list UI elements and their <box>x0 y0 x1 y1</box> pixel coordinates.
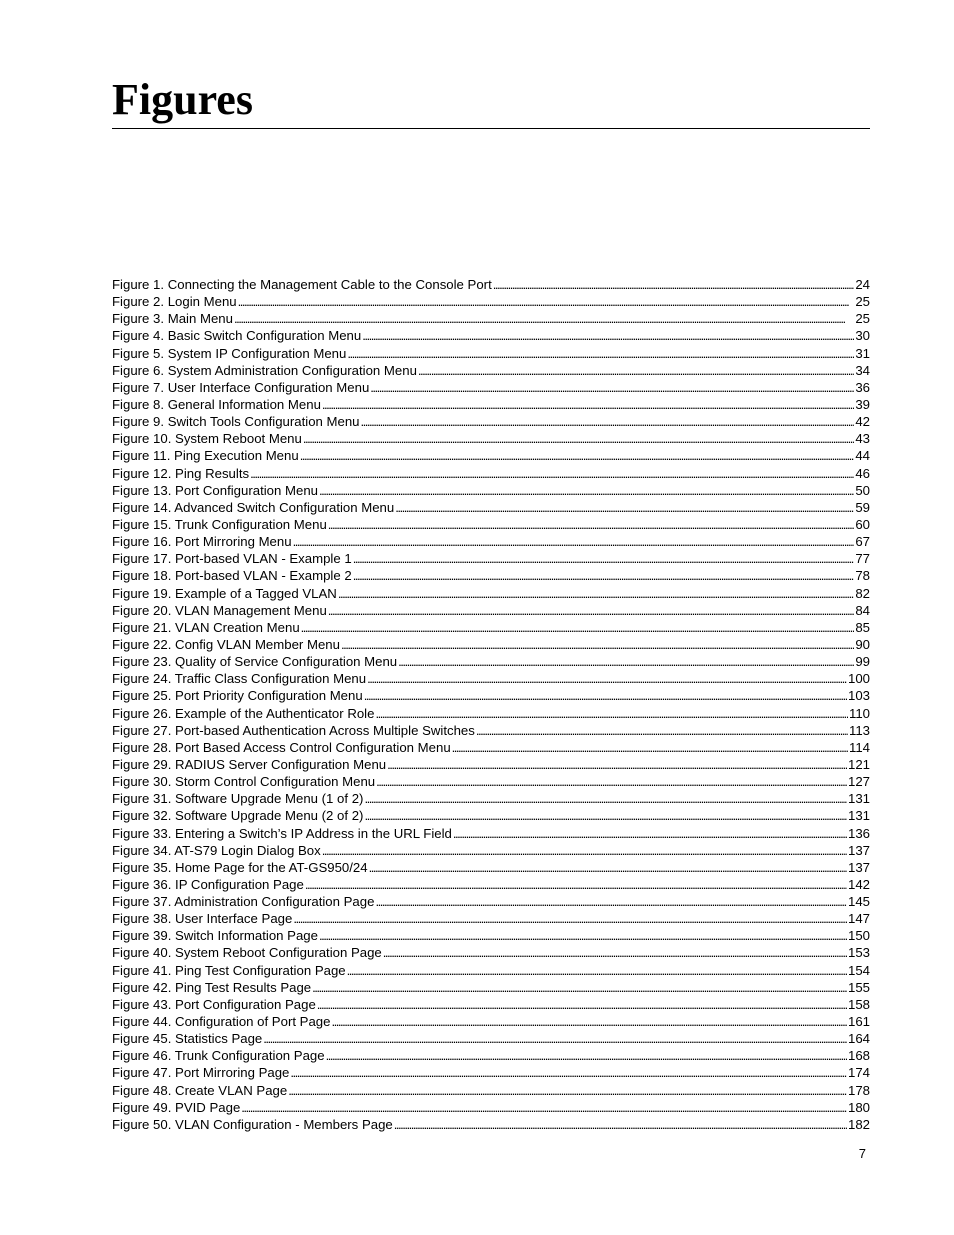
figure-entry-page: 168 <box>847 1048 870 1064</box>
dot-leader <box>418 362 854 379</box>
dot-leader <box>353 567 855 584</box>
figure-entry-page: 164 <box>847 1031 870 1047</box>
dot-leader <box>341 636 854 653</box>
figure-entry[interactable] <box>112 944 870 961</box>
figure-entry-label: Figure 41. Ping Test Configuration Page <box>112 962 346 978</box>
dot-leader <box>398 653 854 670</box>
dot-leader <box>369 859 847 876</box>
dot-leader <box>328 602 855 619</box>
figure-entry-page: 42 <box>855 414 870 430</box>
figure-entry-label: Figure 28. Port Based Access Control Configuration Menu <box>112 739 451 755</box>
figure-entry[interactable] <box>112 550 870 567</box>
figure-entry[interactable] <box>112 979 870 996</box>
figure-entry[interactable] <box>112 739 870 756</box>
figure-entry[interactable] <box>112 842 870 859</box>
figure-entry[interactable] <box>112 705 870 722</box>
figure-entry-page: 103 <box>847 688 870 704</box>
figure-entry-label: Figure 40. System Reboot Configuration Page <box>112 945 382 961</box>
dot-leader <box>383 944 847 961</box>
figure-entry[interactable] <box>112 585 870 602</box>
dot-leader <box>326 1047 847 1064</box>
figure-entry-label: Figure 31. Software Upgrade Menu (1 of 2) <box>112 791 364 807</box>
figure-entry[interactable] <box>112 345 870 362</box>
figure-entry-label: Figure 1. Connecting the Management Cable to the Console Port <box>112 277 492 292</box>
figure-entry[interactable] <box>112 1013 870 1030</box>
figure-entry[interactable] <box>112 516 870 533</box>
dot-leader <box>375 893 847 910</box>
figure-entry-page: 44 <box>855 448 870 464</box>
figure-entry-page: 131 <box>847 808 870 824</box>
dot-leader <box>364 687 847 704</box>
dot-leader <box>317 996 847 1013</box>
figure-entry[interactable] <box>112 790 870 807</box>
figure-entry-label: Figure 20. VLAN Management Menu <box>112 602 327 618</box>
figure-entry-label: Figure 18. Port-based VLAN - Example 2 <box>112 568 352 584</box>
figure-entry-label: Figure 9. Switch Tools Configuration Menu <box>112 414 360 430</box>
figure-entry-page: 137 <box>847 842 870 858</box>
figure-entry-page: 82 <box>855 585 870 601</box>
figure-entry-page: 60 <box>855 516 870 532</box>
figure-entry[interactable] <box>112 567 870 584</box>
dot-leader <box>367 670 847 687</box>
figure-entry[interactable] <box>112 893 870 910</box>
figure-entry[interactable] <box>112 670 870 687</box>
dot-leader <box>338 585 855 602</box>
dot-leader <box>303 430 854 447</box>
figure-entry[interactable] <box>112 636 870 653</box>
figure-entry-label: Figure 33. Entering a Switch’s IP Address in the URL Field <box>112 825 452 841</box>
dot-leader <box>347 962 847 979</box>
figure-entry-label: Figure 13. Port Configuration Menu <box>112 482 318 498</box>
figure-entry-page: 158 <box>847 996 870 1012</box>
figure-entry-page: 99 <box>855 654 870 670</box>
figure-entry-page: 46 <box>855 465 870 481</box>
figure-entry-page: 182 <box>847 1116 870 1132</box>
dot-leader <box>493 276 855 293</box>
figure-entry-label: Figure 17. Port-based VLAN - Example 1 <box>112 551 352 567</box>
figure-entry-page: 34 <box>855 362 870 378</box>
figure-entry-label: Figure 30. Storm Control Configuration Menu <box>112 774 376 790</box>
figure-entry-page: 154 <box>847 962 870 978</box>
figure-entry-page: 174 <box>847 1065 870 1081</box>
dot-leader <box>319 482 854 499</box>
dot-leader <box>234 310 854 327</box>
figure-entry[interactable] <box>112 396 870 413</box>
figure-entry[interactable] <box>112 293 870 310</box>
figure-entry-page: 67 <box>855 534 870 550</box>
dot-leader <box>241 1099 847 1116</box>
figure-entry-label: Figure 36. IP Configuration Page <box>112 876 304 892</box>
figure-entry[interactable] <box>112 825 870 842</box>
figure-entry-label: Figure 43. Port Configuration Page <box>112 996 316 1012</box>
figure-entry-label: Figure 22. Config VLAN Member Menu <box>112 636 340 652</box>
figure-entry-label: Figure 12. Ping Results <box>112 465 250 481</box>
figure-entry-label: Figure 11. Ping Execution Menu <box>112 448 299 464</box>
figure-entry-page: 100 <box>847 671 870 687</box>
dot-leader <box>453 825 847 842</box>
figure-entry-label: Figure 49. PVID Page <box>112 1099 241 1115</box>
figure-entry-page: 150 <box>847 928 870 944</box>
dot-leader <box>263 1030 847 1047</box>
dot-leader <box>300 447 855 464</box>
page-number: 7 <box>858 1146 866 1161</box>
figure-entry[interactable] <box>112 430 870 447</box>
figure-entry[interactable] <box>112 859 870 876</box>
figure-entry-page: 24 <box>855 277 870 292</box>
dot-leader <box>361 413 855 430</box>
figure-entry[interactable] <box>112 1116 870 1133</box>
figure-entry-page: 50 <box>855 482 870 498</box>
figure-entry-page: 25 <box>855 311 870 327</box>
figure-entry[interactable] <box>112 807 870 824</box>
figure-entry-page: 153 <box>847 945 870 961</box>
dot-leader <box>322 396 854 413</box>
figure-entry-label: Figure 4. Basic Switch Configuration Menu <box>112 328 362 344</box>
figure-entry[interactable] <box>112 927 870 944</box>
figure-entry[interactable] <box>112 413 870 430</box>
figure-entry[interactable] <box>112 773 870 790</box>
dot-leader <box>293 910 847 927</box>
dot-leader <box>312 979 847 996</box>
dot-leader <box>387 756 847 773</box>
figure-entry-page: 31 <box>855 345 870 361</box>
figure-entry[interactable] <box>112 1099 870 1116</box>
figure-entry-label: Figure 21. VLAN Creation Menu <box>112 619 300 635</box>
figure-entry-page: 137 <box>847 859 870 875</box>
figure-entry-page: 59 <box>855 499 870 515</box>
page-title: Figures <box>112 75 253 124</box>
dot-leader <box>476 722 848 739</box>
figure-entry-label: Figure 3. Main Menu <box>112 311 233 327</box>
figure-entry-label: Figure 2. Login Menu <box>112 294 237 310</box>
figure-entry[interactable] <box>112 602 870 619</box>
figure-entry-label: Figure 6. System Administration Configuration Menu <box>112 362 417 378</box>
dot-leader <box>395 499 854 516</box>
figure-entry[interactable] <box>112 533 870 550</box>
figure-entry-page: 90 <box>855 636 870 652</box>
figure-entry-label: Figure 48. Create VLAN Page <box>112 1082 288 1098</box>
figure-entry-page: 127 <box>847 774 870 790</box>
figure-entry-page: 180 <box>847 1099 870 1115</box>
figure-entry[interactable] <box>112 482 870 499</box>
dot-leader <box>250 465 854 482</box>
figure-entry-label: Figure 47. Port Mirroring Page <box>112 1065 290 1081</box>
figure-entry[interactable] <box>112 447 870 464</box>
figure-entry[interactable] <box>112 1064 870 1081</box>
dot-leader <box>293 533 855 550</box>
figure-entry[interactable] <box>112 362 870 379</box>
figure-entry-label: Figure 50. VLAN Configuration - Members Page <box>112 1116 393 1132</box>
dot-leader <box>301 619 855 636</box>
figures-list <box>112 276 870 1133</box>
figure-entry-page: 85 <box>855 619 870 635</box>
dot-leader <box>328 516 855 533</box>
figure-entry[interactable] <box>112 962 870 979</box>
figure-entry-page: 131 <box>847 791 870 807</box>
figure-entry[interactable] <box>112 327 870 344</box>
figure-entry-label: Figure 7. User Interface Configuration Menu <box>112 379 370 395</box>
figure-entry[interactable] <box>112 310 870 327</box>
figure-entry-label: Figure 32. Software Upgrade Menu (2 of 2) <box>112 808 364 824</box>
dot-leader <box>322 842 847 859</box>
figure-entry[interactable] <box>112 379 870 396</box>
figure-entry-label: Figure 27. Port-based Authentication Across Multiple Switches <box>112 722 475 738</box>
figure-entry-label: Figure 24. Traffic Class Configuration Menu <box>112 671 367 687</box>
figure-entry-label: Figure 37. Administration Configuration Page <box>112 894 375 910</box>
figure-entry-label: Figure 5. System IP Configuration Menu <box>112 345 347 361</box>
figure-entry[interactable] <box>112 1082 870 1099</box>
figure-entry-page: 39 <box>855 396 870 412</box>
title-rule <box>112 128 870 129</box>
dot-leader <box>288 1082 847 1099</box>
figure-entry-label: Figure 29. RADIUS Server Configuration Menu <box>112 756 387 772</box>
dot-leader <box>364 790 847 807</box>
figure-entry-label: Figure 10. System Reboot Menu <box>112 431 302 447</box>
figure-entry-page: 113 <box>848 722 870 738</box>
figure-entry-page: 161 <box>847 1014 870 1030</box>
figure-entry[interactable] <box>112 996 870 1013</box>
figure-entry-label: Figure 16. Port Mirroring Menu <box>112 534 292 550</box>
figure-entry-page: 142 <box>847 876 870 892</box>
figure-entry-page: 84 <box>855 602 870 618</box>
dot-leader <box>238 293 855 310</box>
dot-leader <box>290 1064 847 1081</box>
dot-leader <box>364 807 847 824</box>
dot-leader <box>375 705 848 722</box>
figure-entry[interactable] <box>112 756 870 773</box>
dot-leader <box>347 345 854 362</box>
dot-leader <box>452 739 848 756</box>
figure-entry-label: Figure 38. User Interface Page <box>112 911 293 927</box>
figure-entry[interactable] <box>112 876 870 893</box>
figure-entry[interactable] <box>112 687 870 704</box>
dot-leader <box>362 327 854 344</box>
figure-entry-page: 136 <box>847 825 870 841</box>
figure-entry-page: 78 <box>855 568 870 584</box>
figure-entry-label: Figure 44. Configuration of Port Page <box>112 1014 331 1030</box>
dot-leader <box>370 379 854 396</box>
figure-entry[interactable] <box>112 276 870 293</box>
figure-entry-label: Figure 35. Home Page for the AT-GS950/24 <box>112 859 368 875</box>
figure-entry-label: Figure 19. Example of a Tagged VLAN <box>112 585 337 601</box>
figure-entry-page: 147 <box>847 911 870 927</box>
dot-leader <box>305 876 847 893</box>
figure-entry-page: 43 <box>855 431 870 447</box>
figure-entry-page: 145 <box>847 894 870 910</box>
figure-entry-label: Figure 39. Switch Information Page <box>112 928 318 944</box>
figure-entry[interactable] <box>112 653 870 670</box>
figure-entry[interactable] <box>112 499 870 516</box>
figure-entry-label: Figure 8. General Information Menu <box>112 396 321 412</box>
figure-entry-label: Figure 42. Ping Test Results Page <box>112 979 312 995</box>
figure-entry-label: Figure 15. Trunk Configuration Menu <box>112 516 327 532</box>
figure-entry[interactable] <box>112 910 870 927</box>
dot-leader <box>376 773 847 790</box>
figure-entry-label: Figure 26. Example of the Authenticator Role <box>112 705 375 721</box>
dot-leader <box>331 1013 847 1030</box>
figure-entry-page: 36 <box>855 379 870 395</box>
figure-entry-label: Figure 23. Quality of Service Configuration Menu <box>112 654 398 670</box>
figure-entry-page: 121 <box>847 756 870 772</box>
figure-entry-label: Figure 14. Advanced Switch Configuration Menu <box>112 499 395 515</box>
figure-entry-page: 30 <box>855 328 870 344</box>
figure-entry-page: 114 <box>848 739 870 755</box>
figure-entry-page: 155 <box>847 979 870 995</box>
figure-entry-label: Figure 25. Port Priority Configuration Menu <box>112 688 363 704</box>
figure-entry-page: 25 <box>855 294 870 310</box>
figure-entry-page: 77 <box>855 551 870 567</box>
dot-leader <box>319 927 847 944</box>
figure-entry-page: 178 <box>847 1082 870 1098</box>
figure-entry[interactable] <box>112 1047 870 1064</box>
figure-entry[interactable] <box>112 465 870 482</box>
figure-entry-label: Figure 34. AT-S79 Login Dialog Box <box>112 842 321 858</box>
figure-entry-label: Figure 45. Statistics Page <box>112 1031 263 1047</box>
dot-leader <box>394 1116 847 1133</box>
figure-entry[interactable] <box>112 722 870 739</box>
figure-entry-label: Figure 46. Trunk Configuration Page <box>112 1048 325 1064</box>
figure-entry[interactable] <box>112 619 870 636</box>
figure-entry[interactable] <box>112 1030 870 1047</box>
dot-leader <box>353 550 855 567</box>
figure-entry-page: 110 <box>848 705 870 721</box>
